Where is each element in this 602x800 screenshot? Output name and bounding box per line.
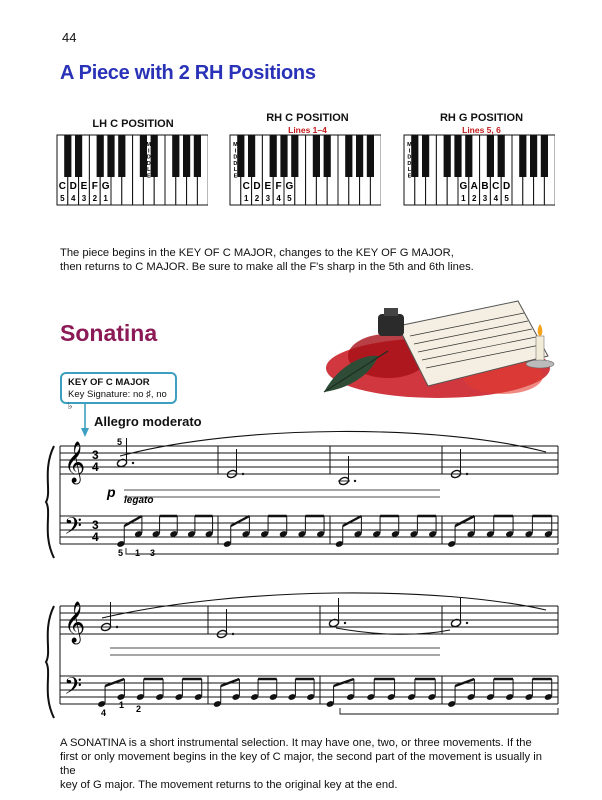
kb2-subheading: Lines 1–4	[288, 125, 327, 135]
black-key	[519, 135, 526, 177]
middle-label-letter: M	[146, 142, 152, 148]
middle-label-letter: D	[233, 154, 238, 161]
black-key	[107, 135, 114, 177]
note-letter: E	[80, 181, 88, 192]
black-key	[444, 135, 451, 177]
black-key	[367, 135, 374, 177]
black-key	[498, 135, 505, 177]
bass-bracket	[126, 548, 558, 554]
page-title: A Piece with 2 RH Positions	[60, 62, 316, 84]
middle-label-letter: E	[146, 173, 151, 180]
middle-label-letter: D	[233, 160, 238, 167]
kb2-heading: RH C POSITION	[266, 112, 349, 124]
black-key	[234, 135, 244, 177]
black-key	[291, 135, 298, 177]
fingering-bass2-1: 4	[101, 708, 107, 718]
fingering-treble: 5	[117, 437, 123, 447]
middle-label-letter: D	[407, 154, 412, 161]
black-key	[465, 135, 472, 177]
footer-line-1: A SONATINA is a short instrumental selection. It may have one, two, or three movements. If the	[60, 737, 532, 749]
middle-label-letter: L	[233, 167, 238, 174]
black-key	[64, 135, 71, 177]
black-key	[151, 135, 158, 177]
sheet-music-illustration	[318, 296, 564, 406]
kb3-heading: RH G POSITION	[439, 112, 524, 124]
note-letter: F	[91, 181, 98, 192]
finger-number: 1	[461, 194, 466, 203]
note-letter: D	[253, 181, 261, 192]
kb1-heading: LH C POSITION	[92, 118, 174, 130]
fingering-bass-3: 3	[150, 548, 156, 558]
middle-label-letter: D	[146, 160, 151, 167]
treble-staff	[60, 446, 558, 474]
time-sig-bottom: 4	[92, 460, 99, 474]
middle-label-letter: I	[234, 148, 237, 155]
note-letter: D	[69, 181, 77, 192]
legato-mark: legato	[124, 495, 154, 506]
black-key	[183, 135, 190, 177]
key-box-text: Key Signature: no ♯, no ♭	[68, 389, 167, 412]
music-system-1	[40, 430, 570, 570]
tempo-marking: Allegro moderato	[94, 414, 202, 429]
black-key	[422, 135, 429, 177]
black-key	[541, 135, 548, 177]
keyboard-lh-c	[56, 134, 208, 206]
dynamic-mark: p	[107, 484, 116, 500]
fingering-bass-2: 1	[135, 548, 141, 558]
black-key	[345, 135, 352, 177]
middle-label-letter: M	[233, 142, 238, 148]
black-key	[324, 135, 331, 177]
page-number: 44	[62, 30, 77, 45]
key-signature-box	[60, 372, 177, 412]
black-key	[172, 135, 179, 177]
note-letter: F	[275, 181, 282, 192]
finger-number: 2	[471, 194, 477, 203]
finger-number: 2	[254, 194, 260, 203]
black-key	[530, 135, 537, 177]
black-key	[454, 135, 461, 177]
intro-text	[60, 246, 540, 274]
bass-notes	[116, 516, 552, 548]
note-letter: C	[58, 181, 67, 192]
finger-number: 4	[276, 194, 281, 203]
note-letter: B	[481, 181, 489, 192]
phrase-slur	[120, 431, 546, 456]
time-sig-bottom-bass: 4	[92, 530, 99, 544]
finger-number: 3	[265, 194, 271, 203]
middle-label-letter: D	[146, 154, 151, 161]
note-letter: C	[492, 181, 500, 192]
kb3-subheading: Lines 5, 6	[462, 125, 501, 135]
black-key	[194, 135, 201, 177]
bass-bracket-2	[340, 708, 558, 714]
finger-number: 4	[70, 194, 76, 203]
footer-line-3: key of G major. The movement returns to the original key at the end.	[60, 779, 398, 791]
fingering-bass2-3: 2	[136, 704, 142, 714]
music-system-2	[40, 590, 570, 730]
system-brace	[46, 446, 54, 558]
middle-label-letter: E	[407, 173, 412, 180]
black-key	[248, 135, 255, 177]
finger-number: 1	[243, 194, 249, 203]
fingering-bass-1: 5	[118, 548, 124, 558]
intro-line-1: The piece begins in the KEY OF C MAJOR, changes to the KEY OF G MAJOR,	[60, 247, 454, 259]
note-letter: G	[285, 181, 294, 192]
finger-number: 5	[504, 194, 509, 203]
keyboard-rh-g	[403, 134, 555, 206]
middle-label-letter: L	[407, 167, 412, 174]
note-letter: C	[242, 181, 250, 192]
keyboard-rh-c	[229, 134, 381, 206]
middle-label-letter: L	[147, 167, 151, 174]
bass-clef-2: 𝄢	[64, 673, 83, 704]
finger-number: 3	[81, 194, 87, 203]
black-key	[408, 135, 418, 177]
middle-label-letter: M	[407, 142, 412, 148]
note-letter: A	[470, 181, 478, 192]
finger-number: 5	[60, 194, 65, 203]
black-key	[75, 135, 82, 177]
time-sig-top: 3	[92, 448, 99, 462]
note-letter: G	[459, 181, 468, 192]
middle-label-letter: I	[148, 148, 150, 155]
note-letter: E	[264, 181, 272, 192]
treble-clef: 𝄞	[64, 441, 86, 482]
finger-number: 5	[287, 194, 292, 203]
black-key	[356, 135, 363, 177]
footer-line-2: first or only movement begins in the key of C major, the second part of the movement is usually in the	[60, 751, 542, 777]
black-key	[280, 135, 287, 177]
black-key	[487, 135, 494, 177]
system-brace-2	[46, 606, 54, 718]
piece-title: Sonatina	[60, 320, 158, 346]
intro-line-2: then returns to C MAJOR. Be sure to make all the F's sharp in the 5th and 6th lines.	[60, 261, 474, 273]
note-letter: D	[502, 181, 511, 192]
time-sig-top-bass: 3	[92, 518, 99, 532]
black-key	[270, 135, 277, 177]
finger-number: 2	[92, 194, 98, 203]
finger-number: 4	[493, 194, 499, 203]
middle-label-letter: E	[233, 173, 238, 180]
finger-number: 3	[482, 194, 488, 203]
finger-number: 1	[103, 194, 108, 203]
bass-clef: 𝄢	[64, 513, 83, 544]
middle-label-letter: D	[407, 160, 412, 167]
black-key	[118, 135, 125, 177]
black-key	[313, 135, 320, 177]
fingering-bass2-2: 1	[119, 700, 125, 710]
key-box-heading: KEY OF C MAJOR	[68, 377, 150, 388]
footer-text	[60, 736, 560, 792]
middle-label-letter: I	[408, 148, 411, 155]
note-letter: G	[101, 181, 110, 192]
black-key	[97, 135, 104, 177]
treble-clef-2: 𝄞	[64, 601, 86, 642]
